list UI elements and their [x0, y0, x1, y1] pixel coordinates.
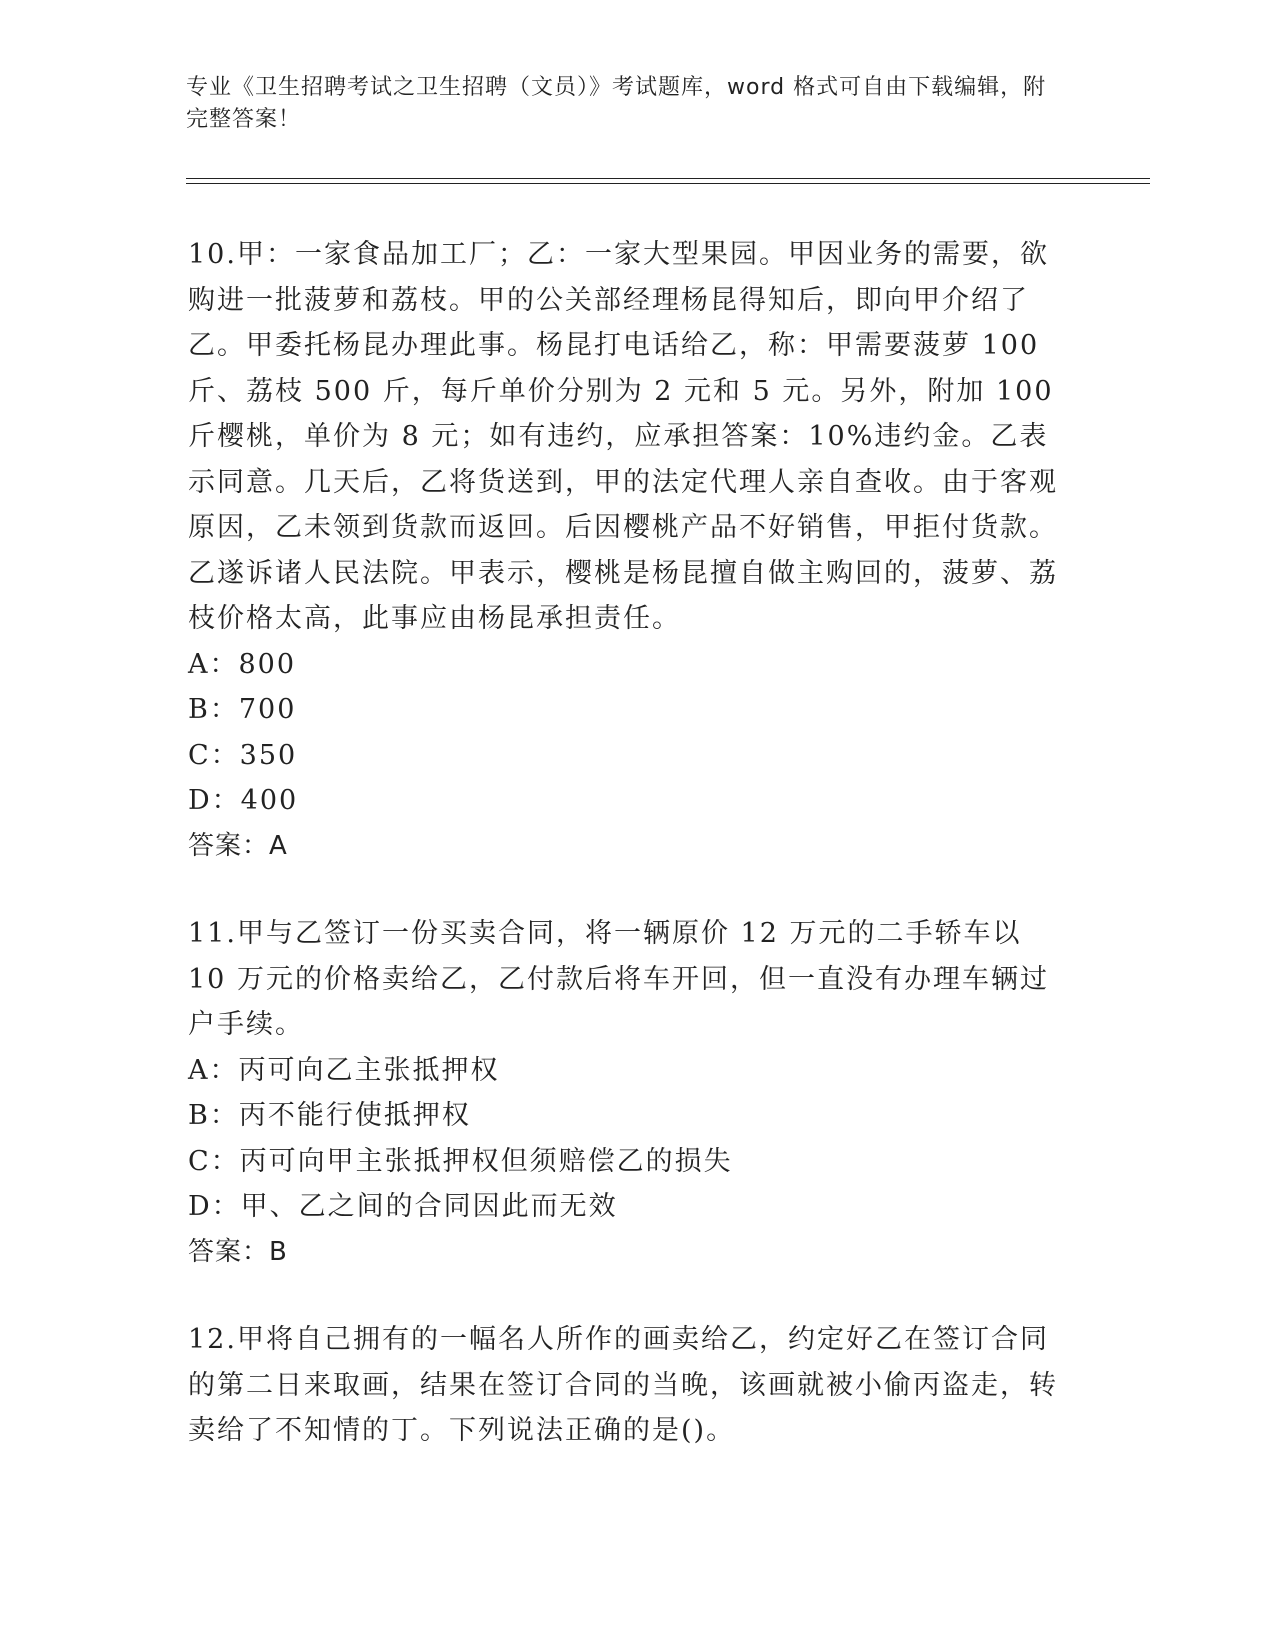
option-d: D：甲、乙之间的合同因此而无效	[188, 1191, 618, 1222]
header-divider	[186, 183, 1150, 184]
question-spacer	[188, 869, 1068, 911]
question-text: 10.甲：一家食品加工厂；乙：一家大型果园。甲因业务的需要，欲购进一批菠萝和荔枝。甲的公关部经理杨昆得知后，即向甲介绍了乙。甲委托杨昆办理此事。杨昆打电话给乙，称：甲需要菠萝 100 斤、荔枝 500 斤，每斤单价分别为 2 元和 5 元。另外，附加 100 斤樱桃，单价为 8 元；如有违约，应承担答案：10%违约金。乙表示同意。几天后，乙将货送到，甲的法定代理人亲自查收。由于客观原因，乙未领到货款而返回。后因樱桃产品不好销售，甲拒付货款。乙遂诉诸人民法院。甲表示，樱桃是杨昆擅自做主购回的，菠萝、荔枝价格太高，此事应由杨昆承担责任。	[188, 239, 1058, 634]
header-divider	[186, 178, 1150, 179]
option-b: B：700	[188, 694, 297, 725]
question-text: 12.甲将自己拥有的一幅名人所作的画卖给乙，约定好乙在签订合同的第二日来取画，结果在签订合同的当晚，该画就被小偷丙盗走，转卖给了不知情的丁。下列说法正确的是()。	[188, 1324, 1058, 1446]
option-c: C：350	[188, 739, 298, 771]
question-10	[188, 232, 1068, 869]
option-c: C：丙可向甲主张抵押权但须赔偿乙的损失	[188, 1145, 733, 1177]
document-header	[186, 72, 1066, 136]
option-a: A：800	[188, 648, 297, 680]
option-a: A：丙可向乙主张抵押权	[188, 1054, 500, 1086]
header-text: 专业《卫生招聘考试之卫生招聘（文员）》考试题库，word 格式可自由下载编辑，附完整答案！	[186, 75, 1047, 132]
answer-line: 答案：A	[188, 830, 288, 861]
option-d: D：400	[188, 785, 299, 816]
question-12	[188, 1317, 1068, 1454]
option-b: B：丙不能行使抵押权	[188, 1100, 471, 1131]
answer-line: 答案：B	[188, 1236, 288, 1267]
question-text: 11.甲与乙签订一份买卖合同，将一辆原价 12 万元的二手轿车以 10 万元的价格卖给乙，乙付款后将车开回，但一直没有办理车辆过户手续。	[188, 918, 1049, 1040]
question-list	[188, 232, 1068, 1454]
question-spacer	[188, 1275, 1068, 1317]
question-11	[188, 911, 1068, 1275]
